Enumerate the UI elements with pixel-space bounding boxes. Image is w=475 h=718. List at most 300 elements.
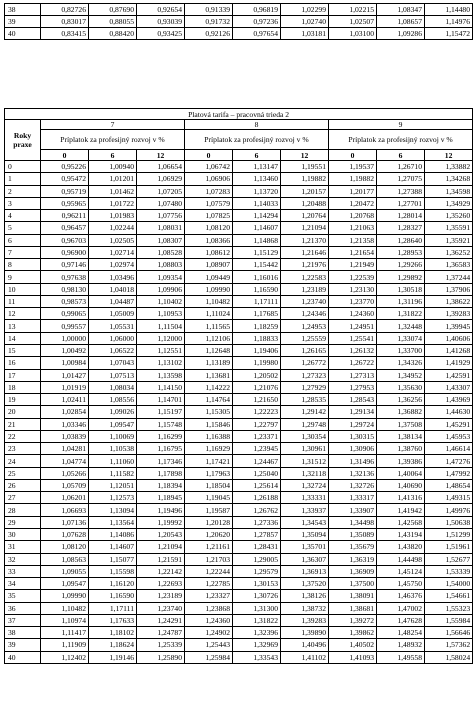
coefficient-cell: 1,07513: [89, 369, 137, 381]
coefficient-cell: 1,06000: [89, 332, 137, 344]
coefficient-cell: 1,07756: [137, 210, 185, 222]
coefficient-cell: 1,10482: [185, 295, 233, 307]
coefficient-cell: 1,30726: [233, 590, 281, 602]
coefficient-cell: 1,24953: [281, 320, 329, 332]
coefficient-cell: 1,32726: [329, 479, 377, 491]
coefficient-cell: 1,24951: [329, 320, 377, 332]
coefficient-cell: 1,01427: [41, 369, 89, 381]
coefficient-cell: 1,15197: [137, 406, 185, 418]
coefficient-cell: 1,40690: [377, 479, 425, 491]
coefficient-cell: 1,32969: [233, 639, 281, 651]
coefficient-cell: 1,22539: [329, 271, 377, 283]
coefficient-cell: 1,04487: [89, 295, 137, 307]
coefficient-cell: 1,39890: [281, 627, 329, 639]
coefficient-cell: 1,36252: [425, 246, 473, 258]
table-row: [5, 590, 473, 602]
coefficient-cell: 1,27701: [377, 197, 425, 209]
coefficient-cell: 1,11060: [89, 455, 137, 467]
years-cell: 31: [5, 541, 41, 553]
table-row: [5, 651, 473, 663]
coefficient-cell: 0,99557: [41, 320, 89, 332]
years-cell: 2: [5, 185, 41, 197]
coefficient-cell: 1,07825: [185, 210, 233, 222]
years-cell: 7: [5, 246, 41, 258]
coefficient-cell: 1,17346: [137, 455, 185, 467]
coefficient-cell: 1,09055: [41, 565, 89, 577]
coefficient-cell: 1,29134: [329, 406, 377, 418]
coefficient-cell: 1,39945: [425, 320, 473, 332]
coefficient-cell: 1,01201: [89, 173, 137, 185]
coefficient-cell: 1,45291: [425, 418, 473, 430]
table-row: [5, 16, 473, 28]
table-row: [5, 295, 473, 307]
table-row: [5, 528, 473, 540]
coefficient-cell: 1,08803: [137, 259, 185, 271]
coefficient-cell: 1,10538: [89, 443, 137, 455]
coefficient-cell: 1,22785: [185, 578, 233, 590]
column-header: 12: [425, 150, 473, 161]
years-cell: 28: [5, 504, 41, 516]
coefficient-cell: 1,26165: [281, 344, 329, 356]
years-cell: 24: [5, 455, 41, 467]
table-row: [5, 161, 473, 173]
table-row: [5, 173, 473, 185]
coefficient-cell: 1,29748: [281, 418, 329, 430]
years-cell: 3: [5, 197, 41, 209]
coefficient-cell: 1,35094: [281, 528, 329, 540]
coefficient-cell: 1,09354: [137, 271, 185, 283]
coefficient-cell: 1,20472: [329, 197, 377, 209]
coefficient-cell: 1,05266: [41, 467, 89, 479]
coefficient-cell: 1,04018: [89, 283, 137, 295]
coefficient-cell: 1,30354: [281, 430, 329, 442]
coefficient-cell: 1,22583: [281, 271, 329, 283]
coefficient-cell: 1,33907: [329, 504, 377, 516]
coefficient-cell: 1,28953: [377, 246, 425, 258]
coefficient-cell: 1,47628: [377, 614, 425, 626]
coefficient-cell: 1,10402: [137, 295, 185, 307]
coefficient-cell: 1,09026: [89, 406, 137, 418]
coefficient-cell: 1,43969: [425, 394, 473, 406]
coefficient-cell: 1,15472: [425, 28, 473, 40]
coefficient-cell: 1,16388: [185, 430, 233, 442]
coefficient-cell: 1,01462: [89, 185, 137, 197]
coefficient-cell: 1,34929: [425, 197, 473, 209]
coefficient-cell: 1,35089: [329, 528, 377, 540]
coefficient-cell: 1,39283: [281, 614, 329, 626]
coefficient-cell: 1,40606: [425, 332, 473, 344]
table-row: [5, 259, 473, 271]
years-cell: 36: [5, 602, 41, 614]
coefficient-cell: 1,45124: [377, 565, 425, 577]
coefficient-cell: 1,25559: [281, 332, 329, 344]
coefficient-cell: 1,51299: [425, 528, 473, 540]
coefficient-cell: 1,04281: [41, 443, 89, 455]
coefficient-cell: 1,27313: [329, 369, 377, 381]
coefficient-cell: 1,07579: [185, 197, 233, 209]
coefficient-cell: 1,41102: [281, 651, 329, 663]
coefficient-cell: 1,27388: [377, 185, 425, 197]
coefficient-cell: 1,11582: [89, 467, 137, 479]
coefficient-cell: 1,20488: [281, 197, 329, 209]
coefficient-cell: 1,04774: [41, 455, 89, 467]
coefficient-cell: 1,01919: [41, 381, 89, 393]
coefficient-cell: 1,11565: [185, 320, 233, 332]
coefficient-cell: 1,14294: [233, 210, 281, 222]
coefficient-cell: 1,24360: [329, 308, 377, 320]
coefficient-cell: 1,35921: [425, 234, 473, 246]
coefficient-cell: 1,25443: [185, 639, 233, 651]
years-cell: 40: [5, 28, 41, 40]
coefficient-cell: 1,32396: [233, 627, 281, 639]
coefficient-cell: 0,97146: [41, 259, 89, 271]
coefficient-cell: 1,26710: [377, 161, 425, 173]
coefficient-cell: 1,21370: [281, 234, 329, 246]
coefficient-cell: 1,27075: [377, 173, 425, 185]
years-cell: 5: [5, 222, 41, 234]
coefficient-cell: 1,57362: [425, 639, 473, 651]
coefficient-cell: 1,10069: [89, 430, 137, 442]
coefficient-cell: 1,16299: [137, 430, 185, 442]
coefficient-cell: 1,09547: [41, 578, 89, 590]
coefficient-cell: 1,15077: [89, 553, 137, 565]
coefficient-cell: 1,34543: [281, 516, 329, 528]
table-row: [5, 308, 473, 320]
coefficient-cell: 1,02411: [41, 394, 89, 406]
coefficient-cell: 1,21094: [281, 222, 329, 234]
coefficient-cell: 1,15748: [137, 418, 185, 430]
table-row: [5, 467, 473, 479]
table-row: [5, 504, 473, 516]
coefficient-cell: 1,58024: [425, 651, 473, 663]
coefficient-cell: 1,14607: [89, 541, 137, 553]
coefficient-cell: 1,38091: [329, 590, 377, 602]
years-cell: 26: [5, 479, 41, 491]
coefficient-cell: 1,43307: [425, 381, 473, 393]
years-cell: 40: [5, 651, 41, 663]
coefficient-cell: 1,24360: [185, 614, 233, 626]
coefficient-cell: 0,88420: [89, 28, 137, 40]
coefficient-cell: 1,24467: [233, 455, 281, 467]
years-cell: 25: [5, 467, 41, 479]
coefficient-cell: 1,11417: [41, 627, 89, 639]
coefficient-cell: 1,13681: [185, 369, 233, 381]
coefficient-cell: 1,21161: [185, 541, 233, 553]
coefficient-cell: 1,23189: [137, 590, 185, 602]
coefficient-cell: 1,21654: [329, 246, 377, 258]
coefficient-cell: 1,29142: [281, 406, 329, 418]
coefficient-cell: 1,28543: [329, 394, 377, 406]
years-cell: 9: [5, 271, 41, 283]
coefficient-cell: 1,18833: [233, 332, 281, 344]
coefficient-cell: 1,22693: [137, 578, 185, 590]
table-title: Platová tarifa – pracovná trieda 2: [5, 109, 473, 120]
table-row: [5, 406, 473, 418]
coefficient-cell: 1,25040: [233, 467, 281, 479]
coefficient-cell: 1,21703: [185, 553, 233, 565]
coefficient-cell: 1,25890: [137, 651, 185, 663]
table-row: [5, 222, 473, 234]
coefficient-cell: 0,98573: [41, 295, 89, 307]
coefficient-cell: 1,38732: [281, 602, 329, 614]
coefficient-cell: 1,48932: [377, 639, 425, 651]
coefficient-cell: 1,09286: [377, 28, 425, 40]
coefficient-cell: 1,19587: [185, 504, 233, 516]
coefficient-cell: 1,25339: [137, 639, 185, 651]
coefficient-cell: 0,92654: [137, 4, 185, 16]
coefficient-cell: 1,12573: [89, 492, 137, 504]
coefficient-cell: 1,18259: [233, 320, 281, 332]
coefficient-cell: 1,26772: [281, 357, 329, 369]
coefficient-cell: 0,96703: [41, 234, 89, 246]
coefficient-cell: 1,09449: [185, 271, 233, 283]
coefficient-cell: 1,34326: [377, 357, 425, 369]
coefficient-cell: 1,50638: [425, 516, 473, 528]
coefficient-cell: 1,33882: [425, 161, 473, 173]
coefficient-cell: 1,49315: [425, 492, 473, 504]
coefficient-cell: 1,08120: [41, 541, 89, 553]
class-number-9: 9: [329, 120, 473, 130]
table-row: [5, 332, 473, 344]
coefficient-cell: 1,28640: [377, 234, 425, 246]
coefficient-cell: 1,35591: [425, 222, 473, 234]
table-row: [5, 234, 473, 246]
coefficient-cell: 1,00492: [41, 344, 89, 356]
coefficient-cell: 1,15305: [185, 406, 233, 418]
coefficient-cell: 0,93425: [137, 28, 185, 40]
coefficient-cell: 1,23130: [329, 283, 377, 295]
coefficient-cell: 1,17685: [233, 308, 281, 320]
table-row: [5, 320, 473, 332]
coefficient-cell: 1,32448: [377, 320, 425, 332]
column-header: 6: [89, 150, 137, 161]
coefficient-cell: 1,22142: [137, 565, 185, 577]
coefficient-cell: 1,19045: [185, 492, 233, 504]
coefficient-cell: 1,33074: [377, 332, 425, 344]
coefficient-cell: 1,28535: [281, 394, 329, 406]
years-cell: 38: [5, 627, 41, 639]
coefficient-cell: 0,96900: [41, 246, 89, 258]
coefficient-cell: 1,16120: [89, 578, 137, 590]
years-cell: 35: [5, 590, 41, 602]
coefficient-cell: 1,41929: [425, 357, 473, 369]
coefficient-cell: 1,20768: [329, 210, 377, 222]
coefficient-cell: 1,12051: [89, 479, 137, 491]
coefficient-cell: 1,45750: [377, 578, 425, 590]
coefficient-cell: 1,05709: [41, 479, 89, 491]
coefficient-cell: 1,14033: [233, 197, 281, 209]
coefficient-cell: 1,39386: [377, 455, 425, 467]
years-cell: 13: [5, 320, 41, 332]
coefficient-cell: 1,31822: [377, 308, 425, 320]
column-header: 0: [41, 150, 89, 161]
coefficient-cell: 1,41093: [329, 651, 377, 663]
coefficient-cell: 1,03346: [41, 418, 89, 430]
coefficient-cell: 1,25614: [233, 479, 281, 491]
coefficient-cell: 0,97236: [233, 16, 281, 28]
table-row: [5, 553, 473, 565]
coefficient-cell: 1,36307: [281, 553, 329, 565]
coefficient-cell: 1,30906: [329, 443, 377, 455]
years-cell: 14: [5, 332, 41, 344]
coefficient-cell: 1,48654: [425, 479, 473, 491]
coefficient-cell: 1,28327: [377, 222, 425, 234]
coefficient-cell: 0,95226: [41, 161, 89, 173]
coefficient-cell: 1,08563: [41, 553, 89, 565]
coefficient-cell: 1,13189: [185, 357, 233, 369]
coefficient-cell: 1,13720: [233, 185, 281, 197]
coefficient-cell: 1,18504: [185, 479, 233, 491]
coefficient-cell: 1,12000: [137, 332, 185, 344]
coefficient-cell: 1,18624: [89, 639, 137, 651]
table-row: [5, 344, 473, 356]
coefficient-cell: 1,02215: [329, 4, 377, 16]
coefficient-cell: 1,21076: [233, 381, 281, 393]
coefficient-cell: 1,07043: [89, 357, 137, 369]
years-cell: 1: [5, 173, 41, 185]
coefficient-cell: 1,37244: [425, 271, 473, 283]
coefficient-cell: 1,51961: [425, 541, 473, 553]
coefficient-cell: 1,14607: [233, 222, 281, 234]
column-header: 12: [281, 150, 329, 161]
coefficient-cell: 1,17111: [89, 602, 137, 614]
coefficient-cell: 0,91339: [185, 4, 233, 16]
coefficient-cell: 0,95472: [41, 173, 89, 185]
coefficient-cell: 1,37906: [425, 283, 473, 295]
coefficient-cell: 1,06201: [41, 492, 89, 504]
coefficient-cell: 1,17111: [233, 295, 281, 307]
coefficient-cell: 1,40496: [281, 639, 329, 651]
coefficient-cell: 1,20764: [281, 210, 329, 222]
table-row: [5, 418, 473, 430]
table-row: [5, 565, 473, 577]
coefficient-cell: 1,07283: [185, 185, 233, 197]
coefficient-cell: 1,33317: [329, 492, 377, 504]
table-row: [5, 283, 473, 295]
coefficient-cell: 1,03100: [329, 28, 377, 40]
coefficient-cell: 1,23770: [329, 295, 377, 307]
coefficient-cell: 1,30961: [281, 443, 329, 455]
coefficient-cell: 1,36583: [425, 259, 473, 271]
coefficient-cell: 1,15846: [185, 418, 233, 430]
coefficient-cell: 1,02854: [41, 406, 89, 418]
coefficient-cell: 1,20502: [233, 369, 281, 381]
coefficient-cell: 1,20177: [329, 185, 377, 197]
column-header: 0: [329, 150, 377, 161]
coefficient-cell: 1,33331: [281, 492, 329, 504]
coefficient-cell: 1,02740: [281, 16, 329, 28]
table-row: [5, 492, 473, 504]
coefficient-cell: 1,08556: [89, 394, 137, 406]
coefficient-cell: 1,12648: [185, 344, 233, 356]
table-row: [5, 516, 473, 528]
coefficient-cell: 1,29579: [233, 565, 281, 577]
coefficient-cell: 1,19882: [281, 173, 329, 185]
years-cell: 17: [5, 369, 41, 381]
coefficient-cell: 1,16929: [185, 443, 233, 455]
coefficient-cell: 1,02299: [281, 4, 329, 16]
class-number-7: 7: [41, 120, 185, 130]
column-header: 12: [137, 150, 185, 161]
coefficient-cell: 1,43194: [377, 528, 425, 540]
coefficient-cell: 1,02244: [89, 222, 137, 234]
years-cell: 20: [5, 406, 41, 418]
coefficient-cell: 0,82726: [41, 4, 89, 16]
coefficient-cell: 1,30315: [329, 430, 377, 442]
coefficient-cell: 1,00940: [89, 161, 137, 173]
coefficient-cell: 1,08307: [137, 234, 185, 246]
coefficient-cell: 1,21094: [137, 541, 185, 553]
coefficient-cell: 1,21591: [137, 553, 185, 565]
coefficient-cell: 1,05009: [89, 308, 137, 320]
coefficient-cell: 1,07480: [137, 197, 185, 209]
salary-tariff-table: [4, 108, 473, 664]
coefficient-cell: 1,49976: [425, 504, 473, 516]
coefficient-cell: 0,83415: [41, 28, 89, 40]
coefficient-cell: 1,00000: [41, 332, 89, 344]
coefficient-cell: 1,41268: [425, 344, 473, 356]
coefficient-cell: 1,28014: [377, 210, 425, 222]
coefficient-cell: 1,06742: [185, 161, 233, 173]
coefficient-cell: 1,35260: [425, 210, 473, 222]
coefficient-cell: 1,14086: [89, 528, 137, 540]
coefficient-cell: 1,03839: [41, 430, 89, 442]
coefficient-cell: 1,30153: [233, 578, 281, 590]
table-row: [5, 602, 473, 614]
table-row: [5, 4, 473, 16]
table-row: [5, 614, 473, 626]
years-cell: 29: [5, 516, 41, 528]
coefficient-cell: 1,06654: [137, 161, 185, 173]
allowance-header-9: Príplatok za profesijný rozvoj v %: [329, 130, 473, 150]
coefficient-cell: 1,35679: [329, 541, 377, 553]
coefficient-cell: 0,93039: [137, 16, 185, 28]
coefficient-cell: 1,53339: [425, 565, 473, 577]
table-header: [5, 109, 473, 161]
table-row: [5, 28, 473, 40]
table-row: [5, 541, 473, 553]
coefficient-cell: 1,33700: [377, 344, 425, 356]
coefficient-cell: 1,31496: [329, 455, 377, 467]
coefficient-cell: 1,10482: [41, 602, 89, 614]
coefficient-cell: 1,22244: [185, 565, 233, 577]
coefficient-cell: 1,11504: [137, 320, 185, 332]
coefficient-cell: 1,14701: [137, 394, 185, 406]
coefficient-cell: 1,47276: [425, 455, 473, 467]
years-cell: 39: [5, 639, 41, 651]
table-row: [5, 455, 473, 467]
years-cell: 19: [5, 394, 41, 406]
column-header: 6: [233, 150, 281, 161]
coefficient-cell: 1,12106: [185, 332, 233, 344]
coefficient-cell: 1,03496: [89, 271, 137, 283]
coefficient-cell: 1,01983: [89, 210, 137, 222]
coefficient-cell: 1,11909: [41, 639, 89, 651]
years-cell: 39: [5, 16, 41, 28]
coefficient-cell: 1,14150: [137, 381, 185, 393]
table-body: [5, 161, 473, 664]
years-cell: 38: [5, 4, 41, 16]
coefficient-cell: 1,42568: [377, 516, 425, 528]
coefficient-cell: 1,34498: [329, 516, 377, 528]
coefficient-cell: 1,17898: [137, 467, 185, 479]
coefficient-cell: 1,14764: [185, 394, 233, 406]
coefficient-cell: 1,08031: [137, 222, 185, 234]
coefficient-cell: 1,13460: [233, 173, 281, 185]
coefficient-cell: 1,33543: [233, 651, 281, 663]
allowance-header-7: Príplatok za profesijný rozvoj v %: [41, 130, 185, 150]
coefficient-cell: 1,29892: [377, 271, 425, 283]
